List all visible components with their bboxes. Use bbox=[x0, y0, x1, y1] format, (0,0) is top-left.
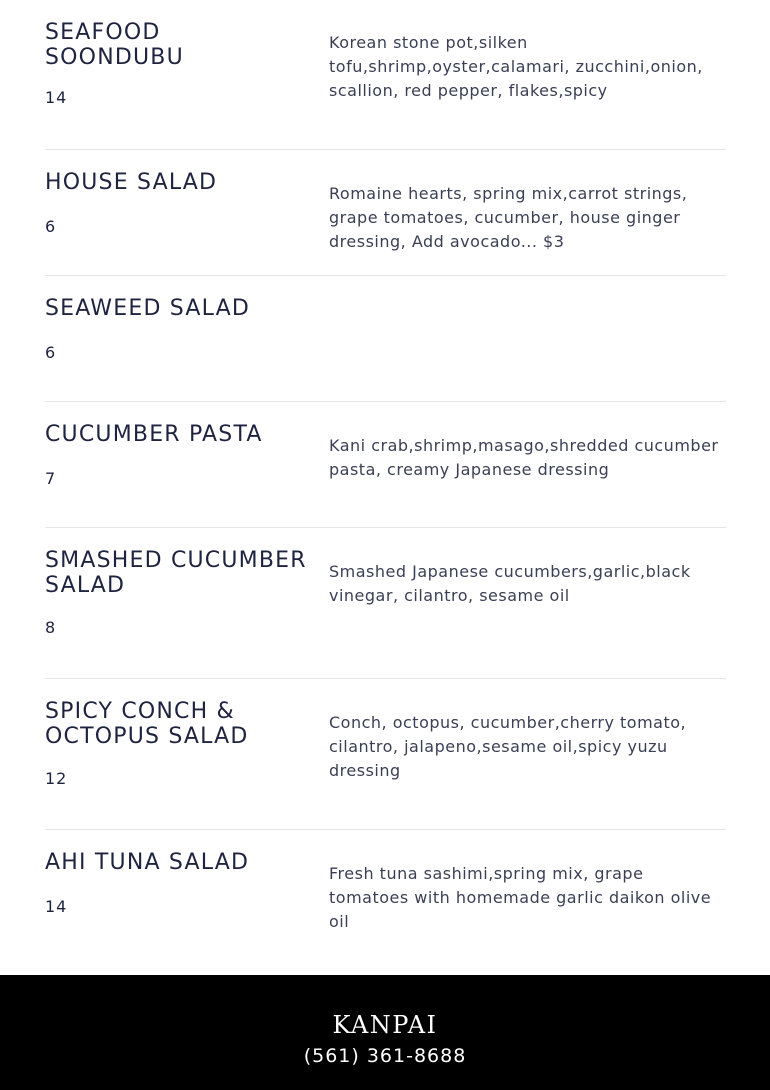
menu-item-heading bbox=[45, 850, 315, 916]
menu-item-name: SPICY CONCH & OCTOPUS SALAD bbox=[45, 699, 249, 749]
menu-item-heading bbox=[45, 170, 315, 236]
menu-item-name: SEAFOOD SOONDUBU bbox=[45, 20, 184, 70]
menu-item-heading bbox=[45, 20, 315, 107]
menu-item-description: Korean stone pot,silken tofu,shrimp,oyster,calamari, zucchini,onion, scallion, red pepper, flakes,spicy bbox=[329, 33, 703, 100]
menu-item-price: 14 bbox=[45, 88, 68, 107]
menu-item-description: Conch, octopus, cucumber,cherry tomato, cilantro, jalapeno,sesame oil,spicy yuzu dressing bbox=[329, 713, 687, 780]
menu-item-price: 6 bbox=[45, 343, 57, 362]
menu-item bbox=[45, 830, 726, 975]
menu-item-price: 8 bbox=[45, 618, 57, 637]
footer-phone-link[interactable]: (561) 361-8688 bbox=[303, 1045, 467, 1067]
menu-item-name: CUCUMBER PASTA bbox=[45, 422, 263, 447]
menu-item-description: Smashed Japanese cucumbers,garlic,black vinegar, cilantro, sesame oil bbox=[329, 562, 691, 605]
menu-item-heading bbox=[45, 422, 315, 488]
menu-item bbox=[45, 528, 726, 679]
menu-item-price: 6 bbox=[45, 217, 57, 236]
menu-item-description: Fresh tuna sashimi,spring mix, grape tomatoes with homemade garlic daikon olive oil bbox=[329, 864, 712, 931]
menu-item bbox=[45, 0, 726, 150]
menu-list bbox=[45, 0, 726, 975]
menu-item-heading bbox=[45, 699, 315, 788]
menu-item-description: Romaine hearts, spring mix,carrot strings, grape tomatoes, cucumber, house ginger dressing, Add avocado... $3 bbox=[329, 184, 688, 251]
menu-item bbox=[45, 150, 726, 276]
footer-brand-name: KANPAI bbox=[332, 1011, 438, 1039]
site-footer bbox=[0, 975, 770, 1090]
menu-item-price: 7 bbox=[45, 469, 57, 488]
menu-item bbox=[45, 679, 726, 830]
menu-item-description: Kani crab,shrimp,masago,shredded cucumber pasta, creamy Japanese dressing bbox=[329, 436, 719, 479]
menu-item-heading bbox=[45, 548, 315, 637]
menu-item-name: SMASHED CUCUMBER SALAD bbox=[45, 548, 307, 598]
menu-item-name: HOUSE SALAD bbox=[45, 170, 218, 195]
menu-item-price: 14 bbox=[45, 897, 68, 916]
menu-item bbox=[45, 402, 726, 528]
menu-item-name: AHI TUNA SALAD bbox=[45, 850, 250, 875]
menu-item-name: SEAWEED SALAD bbox=[45, 296, 250, 321]
menu-item-heading bbox=[45, 296, 315, 362]
menu-item-price: 12 bbox=[45, 769, 68, 788]
menu-item bbox=[45, 276, 726, 402]
